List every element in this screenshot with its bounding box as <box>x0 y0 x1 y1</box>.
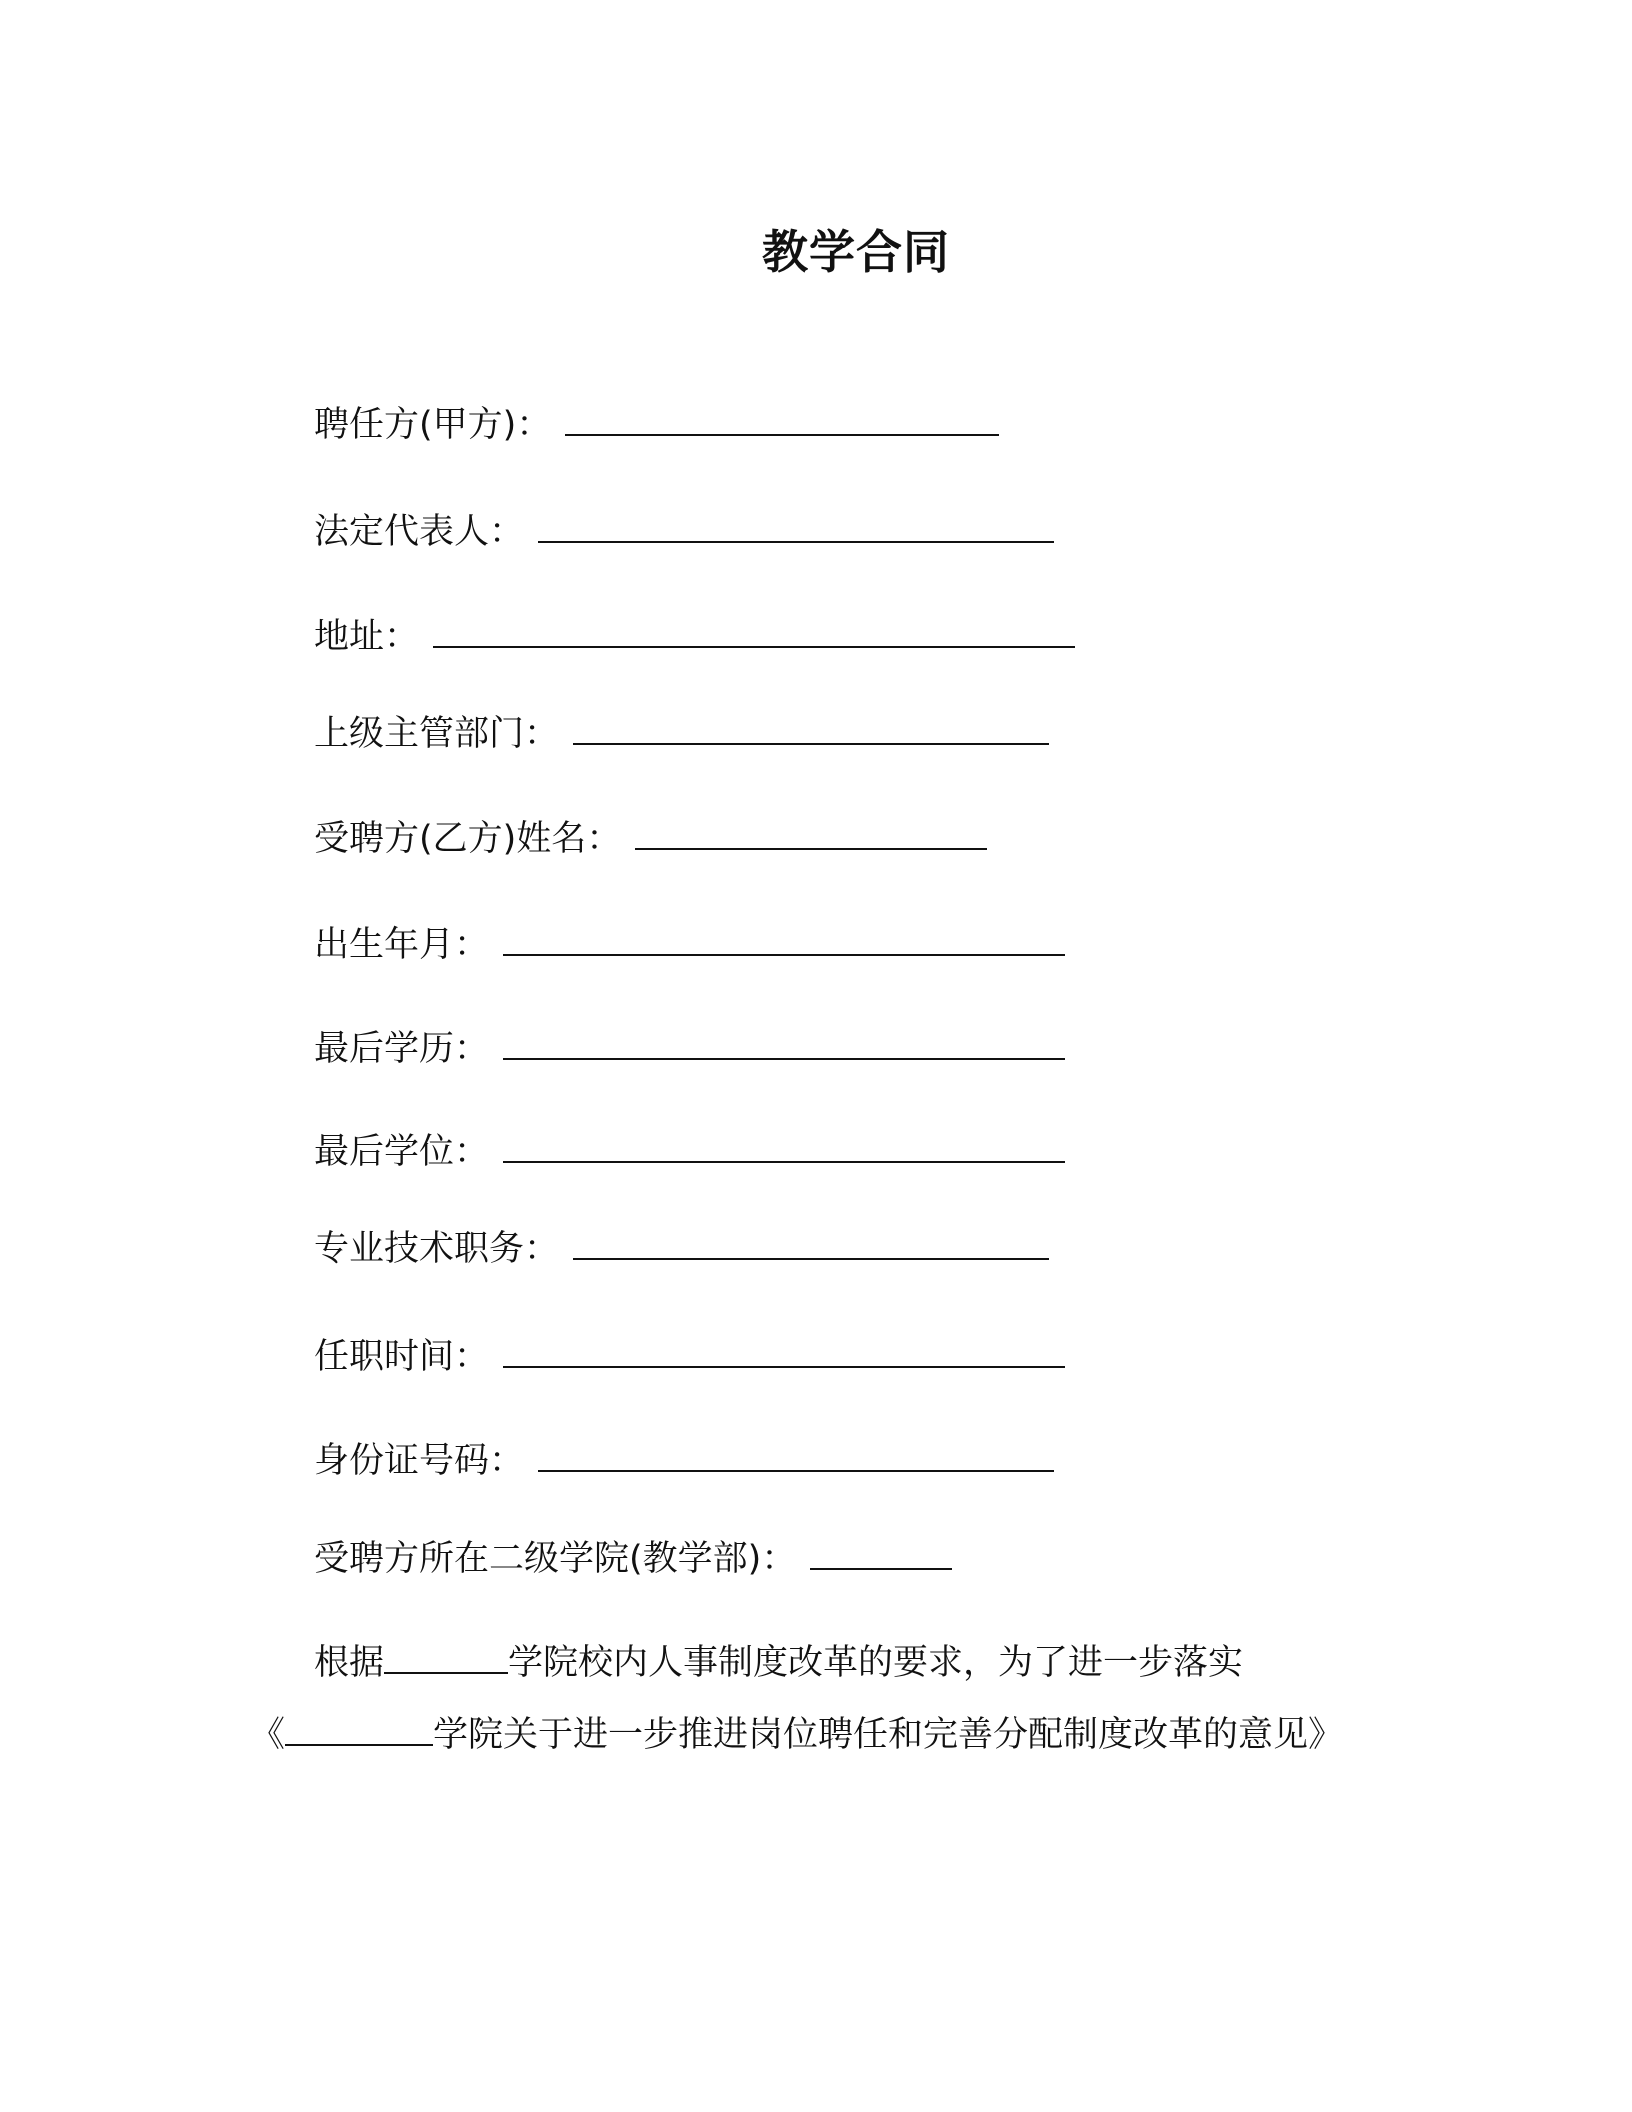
field-colon: ： <box>454 1132 490 1172</box>
fill-in-blank[interactable] <box>565 398 999 436</box>
fill-in-blank[interactable] <box>573 1222 1049 1260</box>
field-appointment-time <box>314 1330 1065 1381</box>
field-employee-name <box>314 812 987 863</box>
field-label: 聘任方(甲方) <box>314 405 517 445</box>
field-id-number <box>314 1434 1054 1485</box>
field-label: 受聘方(乙方)姓名 <box>314 819 587 859</box>
field-colon: ： <box>761 1539 797 1579</box>
field-address <box>314 610 1075 661</box>
field-employer <box>314 398 999 449</box>
fill-in-blank[interactable] <box>635 812 987 850</box>
field-colon: ： <box>524 1229 560 1269</box>
field-label: 地址 <box>314 617 385 657</box>
field-secondary-college <box>314 1532 952 1583</box>
field-highest-degree <box>314 1125 1065 1176</box>
field-professional-title <box>314 1222 1049 1273</box>
fill-in-blank[interactable] <box>538 505 1054 543</box>
fill-in-blank[interactable] <box>503 918 1065 956</box>
paragraph-text: 学院校内人事制度改革的要求，为了进一步落实 <box>508 1643 1244 1683</box>
fill-in-blank[interactable] <box>573 707 1049 745</box>
field-supervising-department <box>314 707 1049 758</box>
field-label: 任职时间 <box>314 1337 455 1377</box>
field-label: 身份证号码 <box>314 1441 490 1481</box>
field-colon: ： <box>454 1337 490 1377</box>
fill-in-blank[interactable] <box>538 1434 1054 1472</box>
fill-in-blank[interactable] <box>433 610 1075 648</box>
fill-in-blank[interactable] <box>503 1125 1065 1163</box>
field-birth-date <box>314 918 1065 969</box>
document-title: 教学合同 <box>762 225 950 279</box>
paragraph-text: 《 <box>250 1715 286 1755</box>
fill-in-blank[interactable] <box>503 1022 1065 1060</box>
field-label: 受聘方所在二级学院(教学部) <box>314 1539 762 1579</box>
paragraph-line-2 <box>250 1708 1343 1759</box>
field-label: 专业技术职务 <box>314 1229 525 1269</box>
field-colon: ： <box>489 1441 525 1481</box>
fill-in-blank[interactable] <box>384 1636 508 1674</box>
paragraph-line-1 <box>314 1636 1243 1687</box>
paragraph-text: 学院关于进一步推进岗位聘任和完善分配制度改革的意见》 <box>433 1715 1344 1755</box>
field-colon: ： <box>586 819 622 859</box>
field-colon: ： <box>384 617 420 657</box>
field-colon: ： <box>454 1029 490 1069</box>
field-colon: ： <box>454 925 490 965</box>
field-highest-education <box>314 1022 1065 1073</box>
fill-in-blank[interactable] <box>810 1532 952 1570</box>
field-label: 上级主管部门 <box>314 714 525 754</box>
paragraph-text: 根据 <box>314 1643 385 1683</box>
field-label: 法定代表人 <box>314 512 490 552</box>
fill-in-blank[interactable] <box>503 1330 1065 1368</box>
fill-in-blank[interactable] <box>285 1708 433 1746</box>
field-colon: ： <box>516 405 552 445</box>
field-legal-representative <box>314 505 1054 556</box>
field-label: 最后学位 <box>314 1132 455 1172</box>
field-label: 最后学历 <box>314 1029 455 1069</box>
field-colon: ： <box>524 714 560 754</box>
field-label: 出生年月 <box>314 925 455 965</box>
field-colon: ： <box>489 512 525 552</box>
